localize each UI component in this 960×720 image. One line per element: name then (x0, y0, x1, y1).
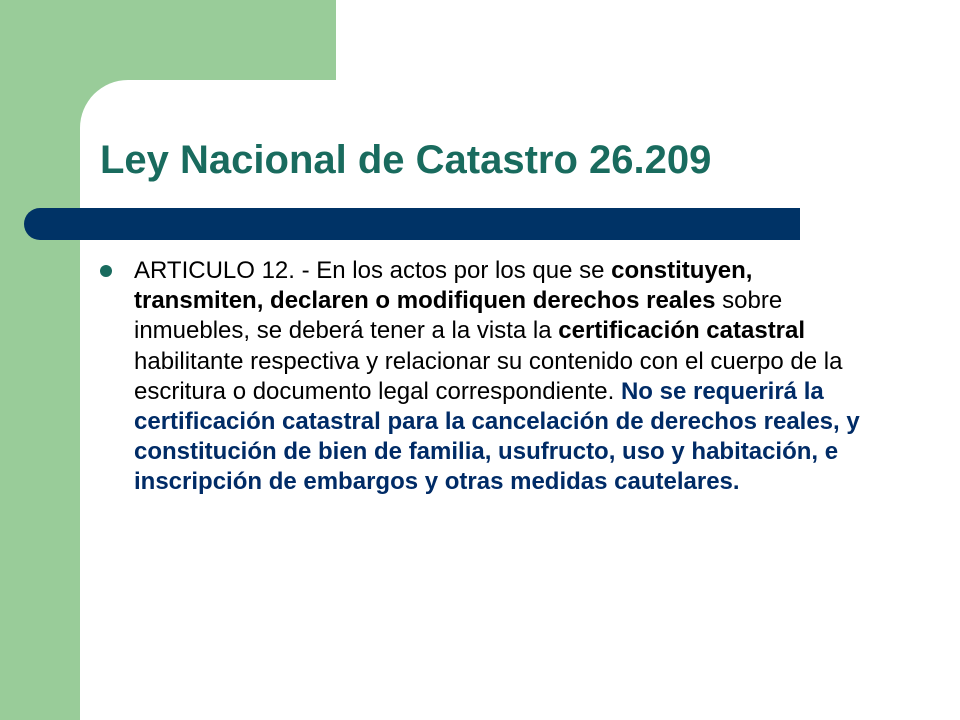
text-segment-habilitante: habilitante respectiva y relacionar su contenido con el cuerpo de la escritura o documento legal correspondiente. (134, 347, 843, 405)
bullet-item-articulo-12 (100, 256, 880, 498)
bullet-list (100, 256, 880, 498)
text-segment-derechos-reales: constituyen, transmiten, declaren o modifiquen derechos reales (134, 257, 753, 315)
title-rule-bar (24, 208, 800, 240)
text-segment-intro: ARTICULO 12. - En los actos por los que se (134, 257, 612, 284)
text-segment-inmuebles: sobre inmuebles, se deberá tener a la vista la (134, 287, 783, 345)
text-segment-certificacion-catastral: certificación catastral (558, 317, 806, 345)
slide-title: Ley Nacional de Catastro 26.209 (100, 138, 712, 182)
text-segment-excepciones: No se requerirá la certificación catastral para la cancelación de derechos reales, y constitución de bien de familia, usufructo, uso y habitación, e inscripción de embargos y otras medidas cautelares. (134, 377, 860, 496)
bullet-dot-icon (100, 265, 112, 277)
